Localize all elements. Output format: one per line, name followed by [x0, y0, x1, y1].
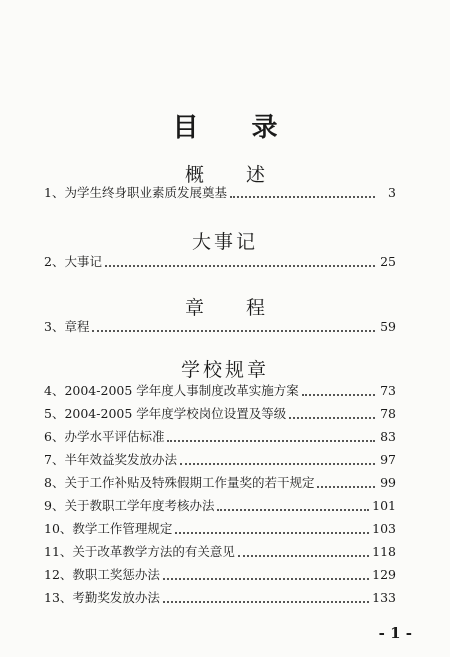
entry-label: 章程 [64, 319, 90, 334]
entry-page: 99 [380, 475, 396, 490]
dot-leader [230, 196, 375, 198]
section-heading-charter: 章 程 [184, 297, 284, 319]
entry-page: 133 [372, 590, 396, 605]
entry-page: 59 [380, 319, 396, 334]
entry-label: 2004-2005 学年度人事制度改革实施方案 [64, 383, 299, 398]
entry-label: 半年效益奖发放办法 [64, 452, 177, 467]
entry-label: 教职工奖惩办法 [72, 567, 160, 582]
toc-entry[interactable] [44, 589, 396, 607]
toc-entry[interactable] [44, 474, 396, 492]
entry-label: 考勤奖发放办法 [72, 590, 160, 605]
toc-entry[interactable] [44, 405, 396, 423]
entry-number: 1、 [44, 185, 65, 200]
dot-leader [180, 463, 375, 465]
section-heading-regulations: 学校规章 [180, 359, 269, 381]
entry-number: 13、 [44, 590, 73, 605]
entry-label: 关于工作补贴及特殊假期工作量奖的若干规定 [64, 475, 315, 490]
entry-number: 10、 [44, 521, 73, 536]
entry-page: 78 [380, 406, 396, 421]
entry-label: 教学工作管理规定 [72, 521, 173, 536]
entry-page: 101 [372, 498, 396, 513]
dot-leader [238, 555, 369, 557]
entry-number: 7、 [44, 452, 65, 467]
toc-entry[interactable] [44, 428, 396, 446]
entry-label: 关于教职工学年度考核办法 [64, 498, 215, 513]
page-number: - 1 - [378, 624, 412, 642]
entry-page: 83 [380, 429, 396, 444]
entry-label: 2004-2005 学年度学校岗位设置及等级 [64, 406, 287, 421]
entry-number: 8、 [44, 475, 65, 490]
entry-number: 2、 [44, 254, 65, 269]
entry-page: 73 [380, 383, 396, 398]
toc-entry[interactable] [44, 520, 396, 538]
entry-page: 103 [372, 521, 396, 536]
entry-number: 9、 [44, 498, 65, 513]
toc-entry[interactable] [44, 451, 396, 469]
dot-leader [302, 394, 375, 396]
toc-entry[interactable] [44, 318, 396, 336]
toc-entry[interactable] [44, 566, 396, 584]
entry-label: 关于改革教学方法的有关意见 [72, 544, 235, 559]
entry-page: 3 [388, 185, 396, 200]
entry-number: 4、 [44, 383, 65, 398]
dot-leader [105, 265, 375, 267]
toc-entry[interactable] [44, 543, 396, 561]
entry-number: 5、 [44, 406, 65, 421]
section-heading-chronicle: 大事记 [191, 231, 258, 253]
section-heading-overview: 概 述 [184, 164, 284, 186]
entry-page: 97 [380, 452, 396, 467]
toc-entry[interactable] [44, 497, 396, 515]
entry-number: 12、 [44, 567, 73, 582]
toc-entry[interactable] [44, 382, 396, 400]
dot-leader [175, 532, 369, 534]
entry-page: 118 [372, 544, 396, 559]
entry-page: 129 [372, 567, 396, 582]
dot-leader [163, 601, 369, 603]
dot-leader [167, 440, 375, 442]
entry-label: 办学水平评估标准 [64, 429, 165, 444]
page-title: 目 录 [172, 113, 300, 143]
entry-page: 25 [380, 254, 396, 269]
entry-label: 大事记 [64, 254, 102, 269]
entry-number: 3、 [44, 319, 65, 334]
entry-number: 6、 [44, 429, 65, 444]
dot-leader [92, 330, 375, 332]
toc-entry[interactable] [44, 253, 396, 271]
dot-leader [289, 417, 375, 419]
entry-label: 为学生终身职业素质发展奠基 [64, 185, 227, 200]
dot-leader [317, 486, 375, 488]
dot-leader [163, 578, 369, 580]
dot-leader [217, 509, 369, 511]
toc-entry[interactable] [44, 184, 396, 202]
entry-number: 11、 [44, 544, 73, 559]
